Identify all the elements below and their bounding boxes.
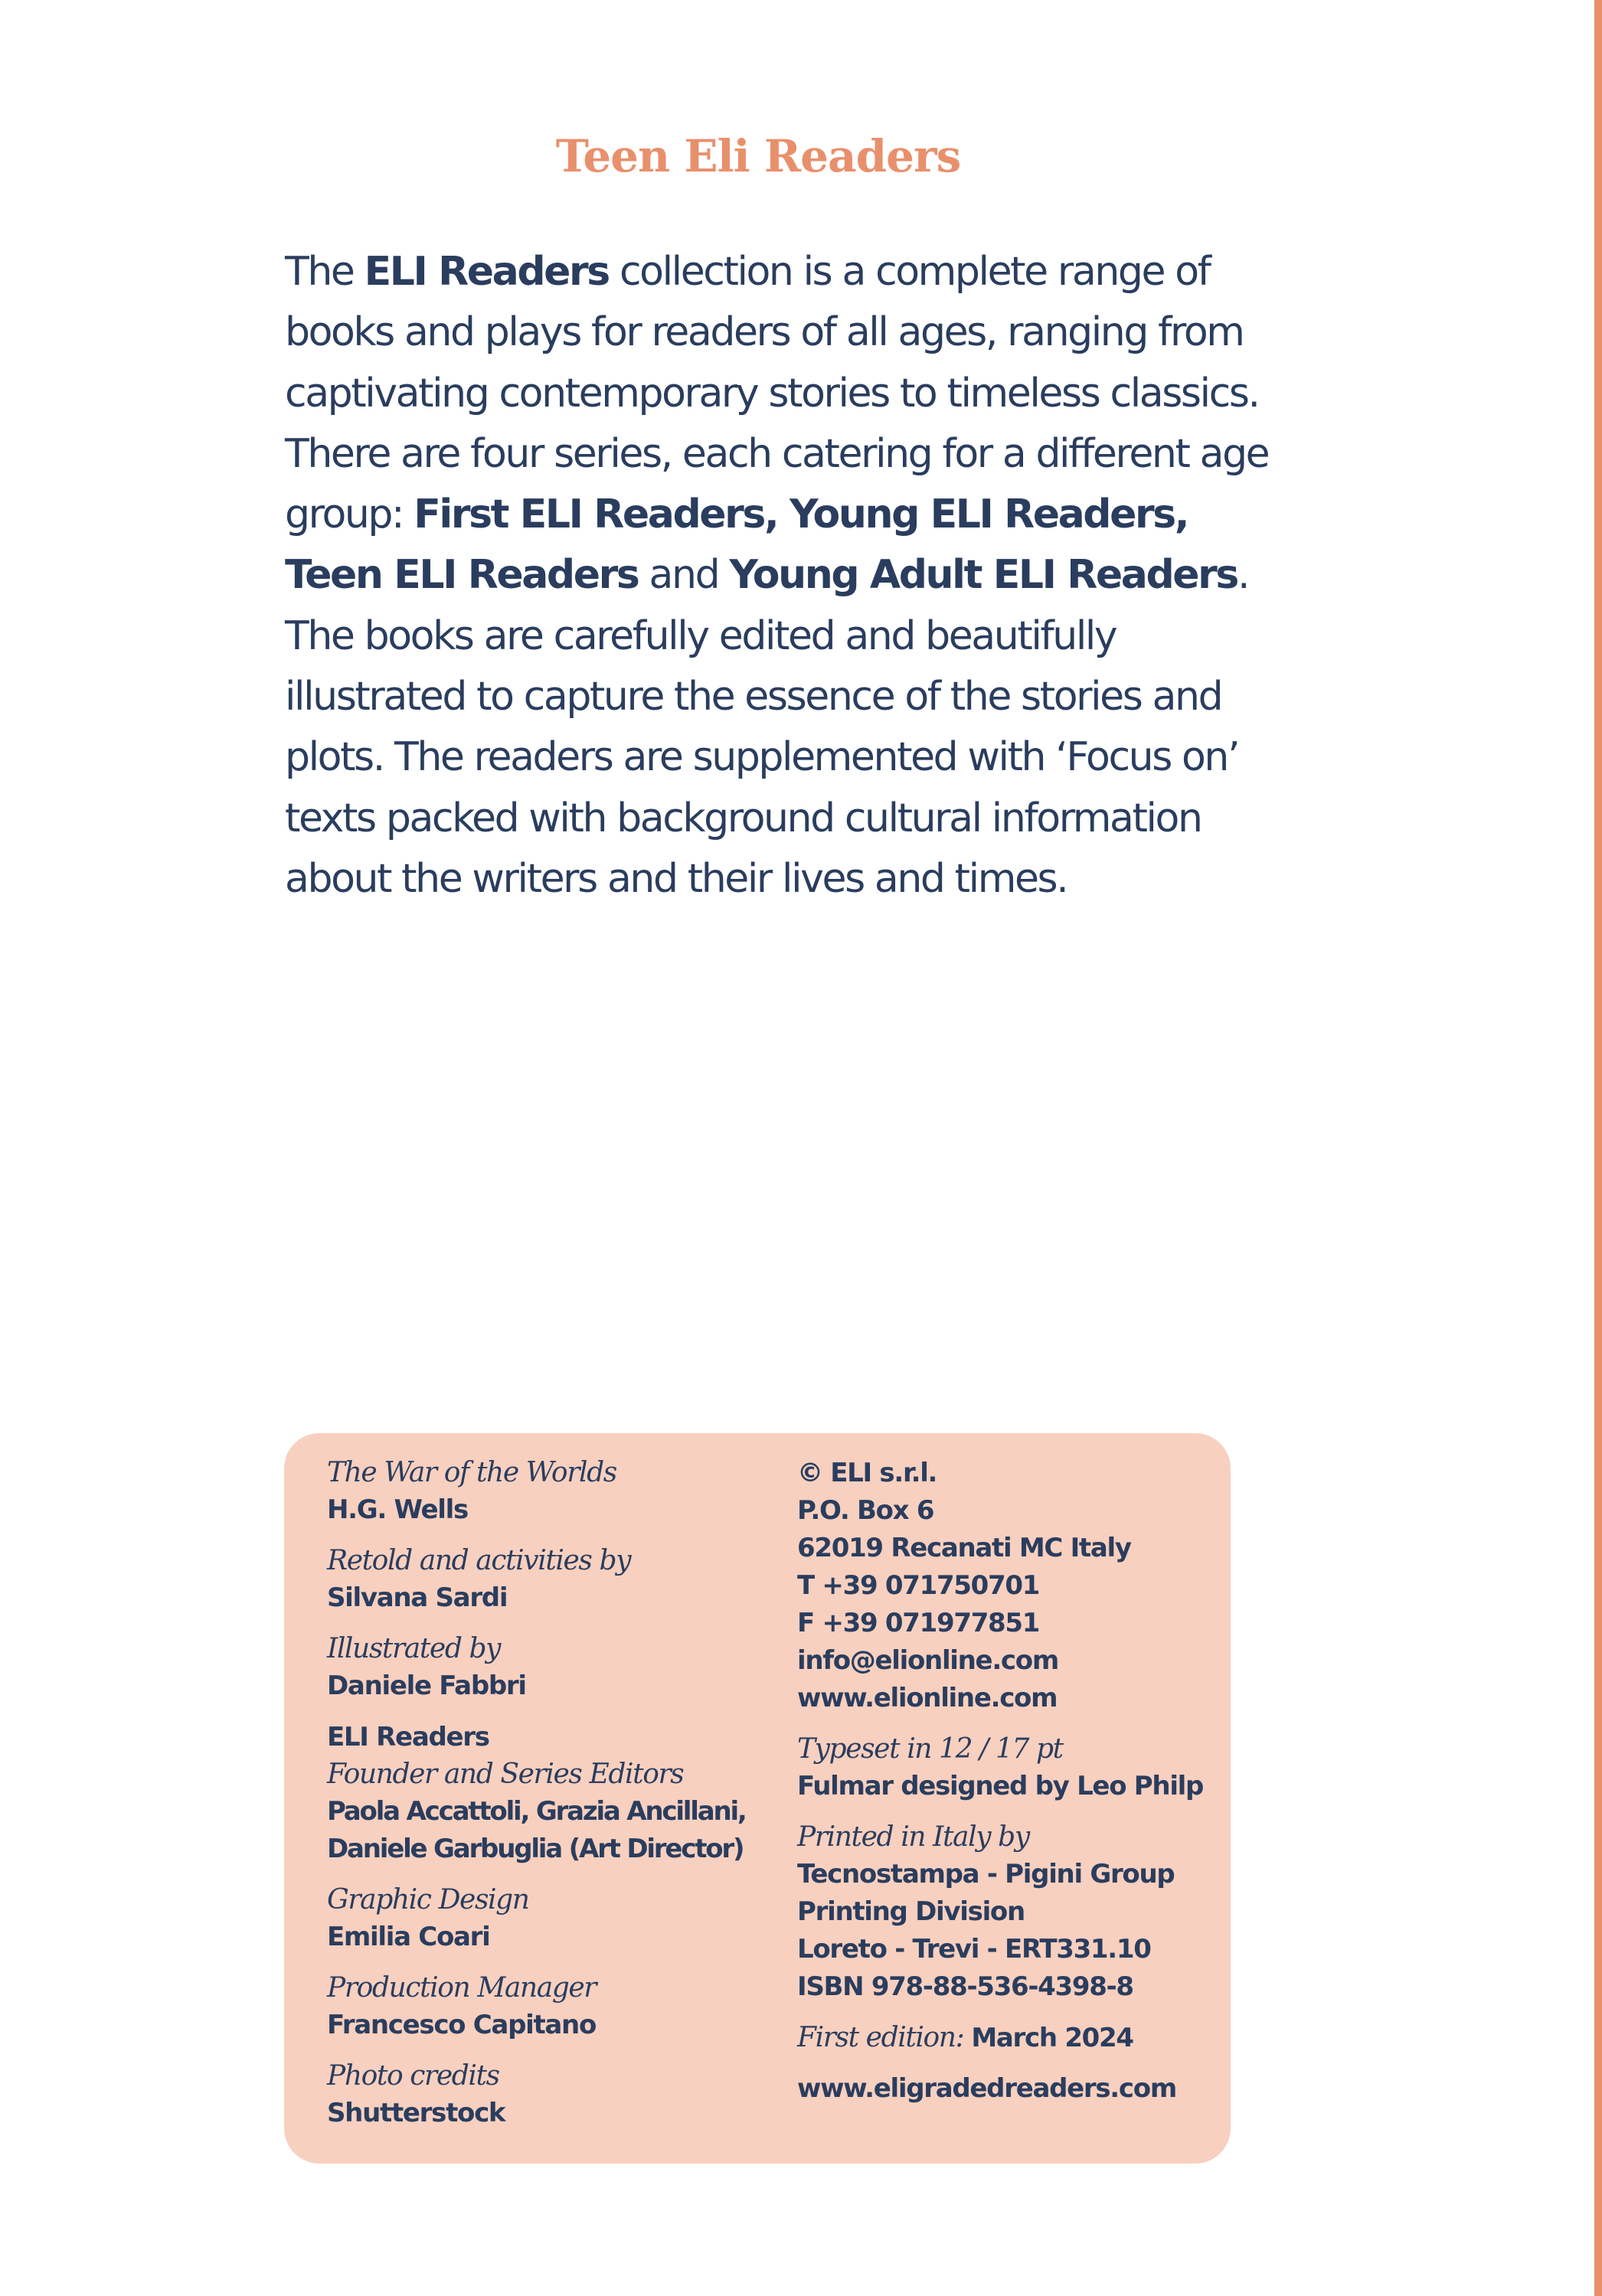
editors-line-2: Daniele Garbuglia (Art Director) (327, 1834, 744, 1864)
publisher-phone: T +39 071750701 (797, 1570, 1040, 1601)
retold-group (327, 1543, 786, 1617)
intro-bold-young-adult: Young Adult ELI Readers (729, 552, 1237, 599)
graded-readers-website: www.eligradedreaders.com (797, 2073, 1176, 2104)
book-group (327, 1455, 786, 1529)
book-title: The War of the Worlds (327, 1457, 616, 1488)
edition-value: March 2024 (971, 2023, 1133, 2053)
photo-name: Shutterstock (327, 2098, 505, 2128)
typeset-group (797, 1731, 1211, 1805)
publisher-fax: F +39 071977851 (797, 1608, 1040, 1638)
publisher-group (797, 1455, 1211, 1717)
design-group (327, 1882, 786, 1956)
publisher-email: info@elionline.com (797, 1645, 1058, 1676)
credits-box (284, 1433, 1231, 2164)
typeset-label: Typeset in 12 / 17 pt (797, 1733, 1063, 1765)
illustrated-group (327, 1631, 786, 1705)
intro-bold-eli-readers: ELI Readers (364, 249, 609, 295)
editors-label: Founder and Series Editors (327, 1759, 684, 1790)
photo-label: Photo credits (327, 2060, 499, 2092)
intro-text-1: The (285, 249, 365, 295)
printed-label: Printed in Italy by (797, 1821, 1029, 1853)
design-name: Emilia Coari (327, 1922, 490, 1952)
edition-group (797, 2020, 1211, 2056)
editors-line-1: Paola Accattoli, Grazia Ancillani, (327, 1796, 746, 1827)
series-name: ELI Readers (327, 1722, 489, 1752)
intro-bold-series: First ELI Readers, Young ELI Readers, Teen ELI Readers (285, 492, 1188, 599)
printer-line-2: Printing Division (797, 1896, 1025, 1927)
graded-site-group (797, 2070, 1211, 2108)
printer-group (797, 1819, 1211, 2006)
publisher-po-box: P.O. Box 6 (797, 1495, 934, 1526)
design-label: Graphic Design (327, 1884, 529, 1916)
publisher-website: www.elionline.com (797, 1683, 1058, 1713)
isbn: ISBN 978-88-536-4398-8 (797, 1971, 1133, 2002)
printer-line-3: Loreto - Trevi - ERT331.10 (797, 1934, 1151, 1965)
first-edition (797, 2020, 1211, 2056)
editors-group (327, 1719, 786, 1868)
credits-left-column (327, 1455, 786, 2146)
production-label: Production Manager (327, 1972, 597, 2004)
production-group (327, 1970, 786, 2044)
page-edge-stripe (1594, 0, 1602, 2296)
edition-label: First edition: (797, 2022, 964, 2053)
retold-label: Retold and activities by (327, 1545, 631, 1576)
publisher-city: 62019 Recanati MC Italy (797, 1533, 1131, 1563)
intro-text-2: collection is a complete range of books and plays for readers of all ages, ranging from captivating contemporary stories to timeless classics. There are four series, each catering for a different age group: (285, 249, 1269, 538)
intro-paragraph (285, 242, 1296, 910)
credits-right-column (797, 1455, 1211, 2121)
typeset-value: Fulmar designed by Leo Philp (797, 1771, 1204, 1801)
illustrated-label: Illustrated by (327, 1633, 501, 1664)
photo-group (327, 2058, 786, 2132)
intro-text-4: . The books are carefully edited and beautifully illustrated to capture the essence of the stories and plots. The readers are supplemented with ‘Focus on’ texts packed with background cultural information about the writers and their lives and times. (285, 552, 1249, 902)
intro-text-3: and (638, 552, 730, 599)
page-title: Teen Eli Readers (555, 130, 961, 182)
publisher-name: © ELI s.r.l. (797, 1458, 937, 1488)
production-name: Francesco Capitano (327, 2010, 597, 2040)
book-author: H.G. Wells (327, 1494, 468, 1525)
retold-name: Silvana Sardi (327, 1582, 508, 1613)
printer-line-1: Tecnostampa - Pigini Group (797, 1859, 1175, 1889)
illustrated-name: Daniele Fabbri (327, 1671, 526, 1701)
